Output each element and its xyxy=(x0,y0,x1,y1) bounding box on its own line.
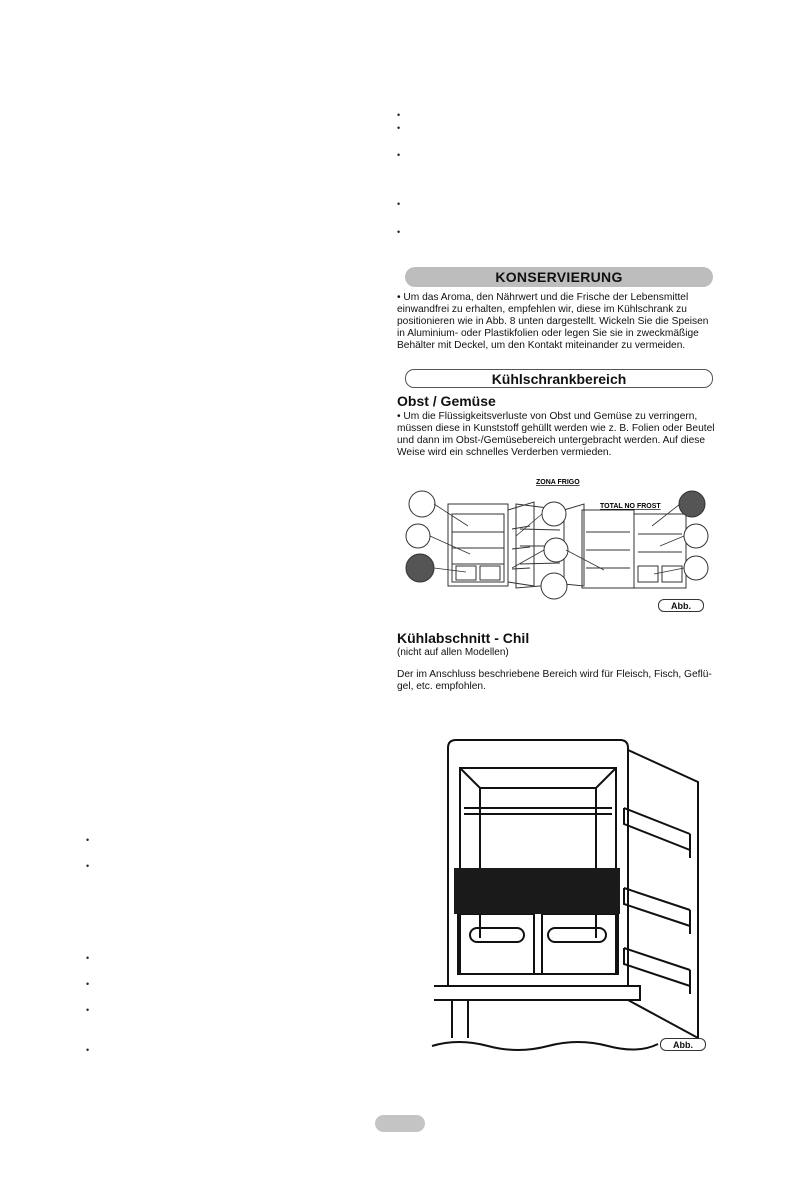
bullet: • xyxy=(86,953,90,963)
chill-compartment xyxy=(454,868,620,914)
bullet: • xyxy=(397,227,401,237)
bullet: • xyxy=(86,1045,90,1055)
page-number-tab xyxy=(375,1115,425,1132)
bullet: • xyxy=(397,150,401,160)
obst-gemuese-paragraph: • Um die Flüssigkeitsverluste von Obst und Gemüse zu verringern, müssen diese in Kunststoff gehüllt werden wie z. B. Folien oder Beutel und dann im Obst-/Gemüsebereich untergebracht werden. Auf diese Weise wird ein schnelles Verderben vermieden. xyxy=(397,411,715,458)
zona-frigo-label: ZONA FRIGO xyxy=(536,479,580,486)
bullet: • xyxy=(86,861,90,871)
bullet: • xyxy=(86,979,90,989)
chil-subtitle: (nicht auf allen Modellen) xyxy=(397,647,509,658)
fridge-zones-illustration xyxy=(404,474,716,614)
chil-heading: Kühlabschnitt - Chil xyxy=(397,630,530,646)
section-heading-konservierung: KONSERVIERUNG xyxy=(405,267,713,287)
fridge-right-drawing xyxy=(582,510,686,588)
bullet: • xyxy=(86,1005,90,1015)
bullet: • xyxy=(397,123,401,133)
obst-gemuese-heading: Obst / Gemüse xyxy=(397,393,496,409)
figure-2-label: Abb. xyxy=(660,1038,706,1051)
chill-zone-illustration xyxy=(428,738,724,1060)
figure-1-label: Abb. xyxy=(658,599,704,612)
bullet: • xyxy=(397,110,401,120)
chil-paragraph: Der im Anschluss beschriebene Bereich wird für Fleisch, Fisch, Geflü-gel, etc. empfohlen. xyxy=(397,669,712,692)
konservierung-paragraph: • Um das Aroma, den Nährwert und die Frische der Lebensmittel einwandfrei zu erhalten, empfehlen wir, diese im Kühlschrank zu positionieren wie in Abb. 8 unten dargestellt. Wickeln Sie die Speisen in Aluminium- oder Plastikfolien oder legen Sie sie in zweckmäßige Behälter mit Deckel, um den Kontakt miteinander zu vermeiden. xyxy=(397,292,709,351)
bullet: • xyxy=(86,835,90,845)
section-heading-kuehlschrankbereich: Kühlschrankbereich xyxy=(405,369,713,388)
fridge-left-drawing xyxy=(448,502,534,586)
bullet: • xyxy=(397,199,401,209)
total-no-frost-label: TOTAL NO FROST xyxy=(600,503,661,510)
